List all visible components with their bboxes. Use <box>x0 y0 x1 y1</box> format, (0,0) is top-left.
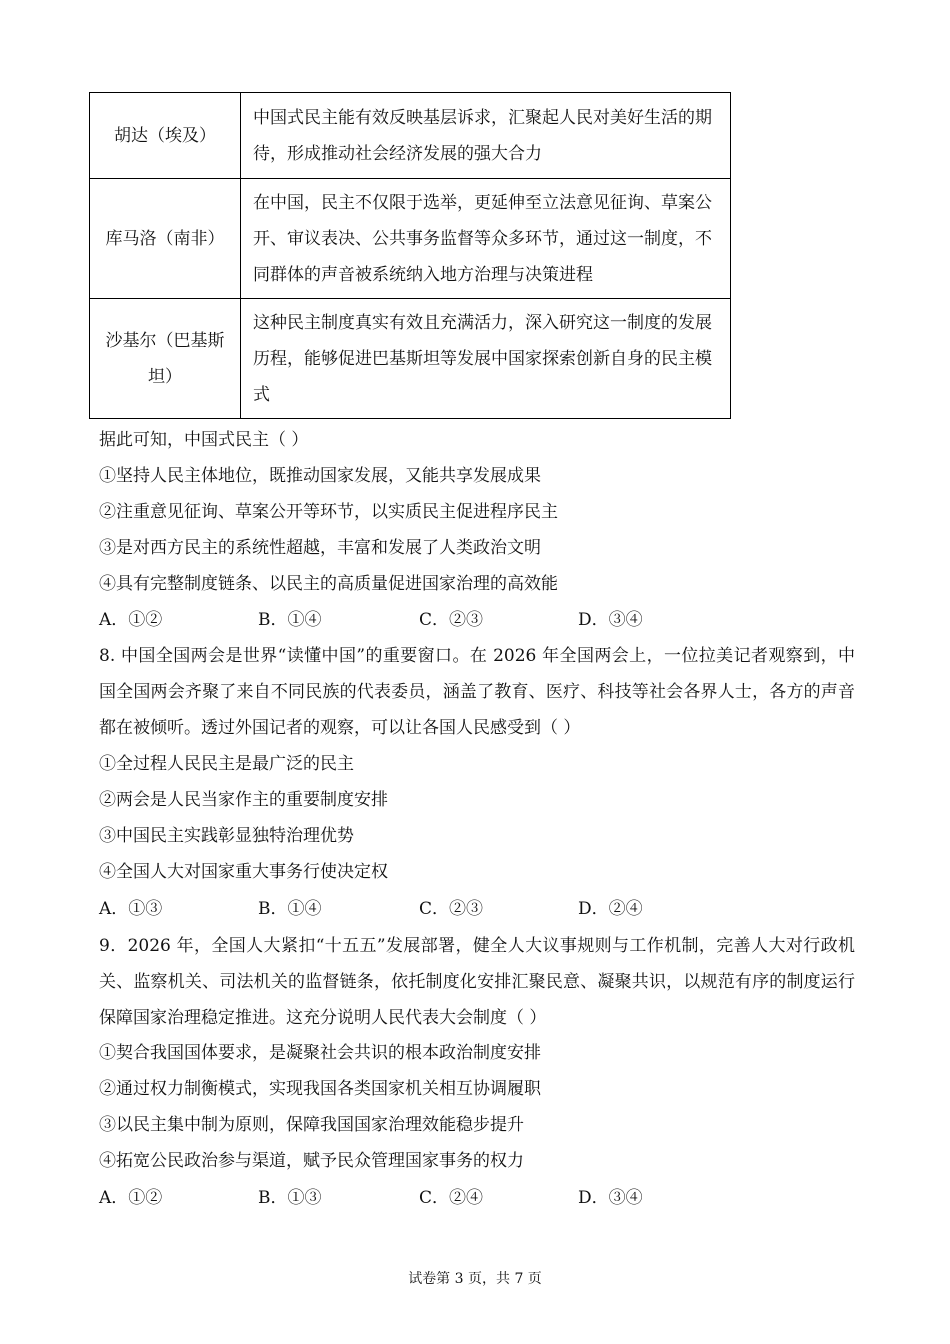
question-stem: 9．2026 年，全国人大紧扣“十五五”发展部署，健全人大议事规则与工作机制，完善人大对行政机关、监察机关、司法机关的监督链条，依托制度化安排汇聚民意、凝聚共识，以规范有序的制度运行保障国家治理稳定推进。这充分说明人民代表大会制度（ ） <box>99 936 855 1028</box>
answer-option: D．③④ <box>578 1188 643 1208</box>
table-row <box>90 299 731 419</box>
statement-item: ④拓宽公民政治参与渠道，赋予民众管理国家事务的权力 <box>99 1151 524 1171</box>
answer-option: C．②③ <box>419 899 484 919</box>
statement-item: ①契合我国国体要求，是凝聚社会共识的根本政治制度安排 <box>99 1043 541 1063</box>
answer-option: D．②④ <box>578 899 643 919</box>
answer-option: D．③④ <box>578 610 643 630</box>
statement-item: ①全过程人民民主是最广泛的民主 <box>99 754 354 774</box>
answer-option: B．①④ <box>258 610 322 630</box>
speaker-name: 沙基尔（巴基斯坦） <box>90 299 241 419</box>
statement-item: ④全国人大对国家重大事务行使决定权 <box>99 862 388 882</box>
page-footer: 试卷第 3 页，共 7 页 <box>408 1271 542 1287</box>
speaker-name: 胡达（埃及） <box>90 93 241 179</box>
answer-option: B．①④ <box>258 899 322 919</box>
statement-item: ③是对西方民主的系统性超越，丰富和发展了人类政治文明 <box>99 538 541 558</box>
table-row <box>90 93 731 179</box>
statement-item: ③以民主集中制为原则，保障我国国家治理效能稳步提升 <box>99 1115 524 1135</box>
answer-option: A．①② <box>99 610 163 630</box>
speaker-quote: 这种民主制度真实有效且充满活力，深入研究这一制度的发展历程，能够促进巴基斯坦等发展中国家探索创新自身的民主模式 <box>241 299 731 419</box>
statement-item: ②两会是人民当家作主的重要制度安排 <box>99 790 388 810</box>
speaker-quote: 中国式民主能有效反映基层诉求，汇聚起人民对美好生活的期待，形成推动社会经济发展的强大合力 <box>241 93 731 179</box>
statement-item: ②通过权力制衡模式，实现我国各类国家机关相互协调履职 <box>99 1079 541 1099</box>
answer-option: A．①③ <box>99 899 163 919</box>
speaker-quote: 在中国，民主不仅限于选举，更延伸至立法意见征询、草案公开、审议表决、公共事务监督等众多环节，通过这一制度，不同群体的声音被系统纳入地方治理与决策进程 <box>241 179 731 299</box>
question-stem: 8. 中国全国两会是世界“读懂中国”的重要窗口。在 2026 年全国两会上，一位拉美记者观察到，中国全国两会齐聚了来自不同民族的代表委员，涵盖了教育、医疗、科技等社会各界人士，各方的声音都在被倾听。透过外国记者的观察，可以让各国人民感受到（ ） <box>99 646 855 738</box>
statement-item: ①坚持人民主体地位，既推动国家发展，又能共享发展成果 <box>99 466 541 486</box>
question-stem: 据此可知，中国式民主（ ） <box>99 430 309 450</box>
answer-option: C．②④ <box>419 1188 484 1208</box>
table-row <box>90 179 731 299</box>
answer-option: B．①③ <box>258 1188 322 1208</box>
statement-item: ③中国民主实践彰显独特治理优势 <box>99 826 354 846</box>
quote-table <box>89 92 731 419</box>
answer-option: A．①② <box>99 1188 163 1208</box>
speaker-name: 库马洛（南非） <box>90 179 241 299</box>
statement-item: ②注重意见征询、草案公开等环节，以实质民主促进程序民主 <box>99 502 558 522</box>
answer-option: C．②③ <box>419 610 484 630</box>
statement-item: ④具有完整制度链条、以民主的高质量促进国家治理的高效能 <box>99 574 558 594</box>
